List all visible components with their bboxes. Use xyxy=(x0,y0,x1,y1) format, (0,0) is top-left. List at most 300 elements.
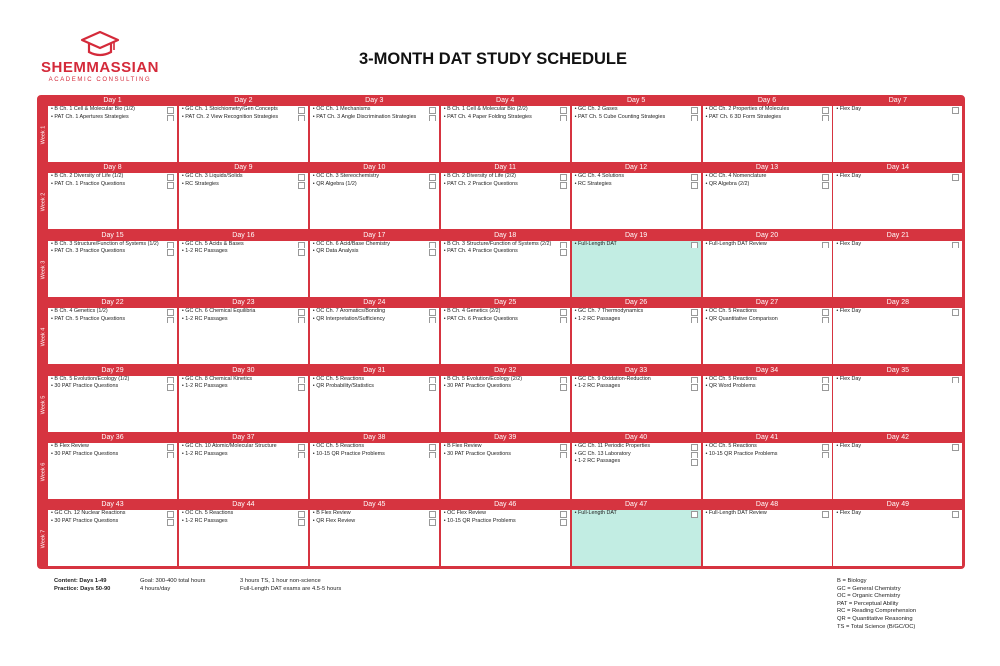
legend-item: PAT = Perceptual Ability xyxy=(837,600,899,607)
task-checkbox[interactable] xyxy=(822,317,829,324)
task-checkbox[interactable] xyxy=(691,459,698,466)
task-item: • 30 PAT Practice Questions xyxy=(48,518,177,526)
footer-ts-hours: 3 hours TS, 1 hour non-science xyxy=(240,578,321,584)
week-label xyxy=(38,308,48,366)
task-text: 1-2 RC Passages xyxy=(185,383,228,390)
week-label-text: Week 5 xyxy=(40,395,47,414)
day-header: Day 5 xyxy=(572,96,701,106)
task-checkbox[interactable] xyxy=(560,115,567,122)
task-item: • Flex Day xyxy=(833,173,962,181)
task-checkbox[interactable] xyxy=(298,309,305,316)
task-text: PAT Ch. 3 Angle Discrimination Strategies xyxy=(316,113,417,120)
task-item: • OC Ch. 3 Stereochemistry xyxy=(310,173,439,181)
footer-content-days: Content: Days 1-49 xyxy=(54,578,107,584)
task-checkbox[interactable] xyxy=(298,107,305,114)
day-header: Day 12 xyxy=(572,163,701,173)
day-header: Day 15 xyxy=(48,231,177,241)
task-item: • GC Ch. 10 Atomic/Molecular Structure xyxy=(179,443,308,451)
task-checkbox[interactable] xyxy=(429,182,436,189)
task-checkbox[interactable] xyxy=(952,377,959,384)
task-checkbox[interactable] xyxy=(298,115,305,122)
day-cell xyxy=(179,163,308,229)
task-text: OC Ch. 3 Stereochemistry xyxy=(316,173,380,180)
day-header: Day 42 xyxy=(833,433,962,443)
task-item: • PAT Ch. 6 Practice Questions xyxy=(441,316,570,324)
day-cell xyxy=(441,366,570,432)
legend-item: OC = Organic Chemistry xyxy=(837,593,901,600)
task-checkbox[interactable] xyxy=(822,452,829,459)
task-checkbox[interactable] xyxy=(298,317,305,324)
task-checkbox[interactable] xyxy=(429,519,436,526)
day-cell xyxy=(572,163,701,229)
task-text: B Ch. 4 Genetics (1/2) xyxy=(54,308,108,315)
task-checkbox[interactable] xyxy=(952,511,959,518)
task-text: B Ch. 1 Cell & Molecular Bio (1/2) xyxy=(54,106,135,112)
task-text: B Ch. 3 Structure/Function of Systems (2/2) xyxy=(447,240,552,247)
task-checkbox[interactable] xyxy=(691,182,698,189)
task-text: OC Ch. 4 Nomenclature xyxy=(708,173,767,180)
task-checkbox[interactable] xyxy=(822,309,829,316)
task-checkbox[interactable] xyxy=(429,242,436,249)
task-checkbox[interactable] xyxy=(952,242,959,249)
footer-hours-per-day: 4 hours/day xyxy=(140,585,171,592)
task-checkbox[interactable] xyxy=(429,377,436,384)
day-cell xyxy=(572,298,701,364)
task-text: GC Ch. 10 Atomic/Molecular Structure xyxy=(185,443,277,449)
day-header: Day 6 xyxy=(703,96,832,106)
task-item: • GC Ch. 1 Stoichiometry/Gen Concepts xyxy=(179,106,308,114)
day-header: Day 4 xyxy=(441,96,570,106)
day-header: Day 14 xyxy=(833,163,962,173)
task-checkbox[interactable] xyxy=(298,384,305,391)
task-item: • 1-2 RC Passages xyxy=(572,383,701,391)
day-header: Day 22 xyxy=(48,298,177,308)
task-checkbox[interactable] xyxy=(822,384,829,391)
task-item: • OC Ch. 6 Acid/Base Chemistry xyxy=(310,241,439,249)
task-text: B Flex Review xyxy=(54,443,89,449)
task-text: PAT Ch. 1 Practice Questions xyxy=(54,180,126,187)
task-text: 1-2 RC Passages xyxy=(185,248,228,255)
week-label xyxy=(38,510,48,568)
task-checkbox[interactable] xyxy=(560,242,567,249)
task-checkbox[interactable] xyxy=(167,377,174,384)
day-cell xyxy=(703,96,832,162)
task-text: PAT Ch. 6 3D Form Strategies xyxy=(708,113,782,120)
day-header: Day 23 xyxy=(179,298,308,308)
task-item: • OC Ch. 5 Reactions xyxy=(179,510,308,518)
calendar xyxy=(37,95,965,569)
task-text: B Ch. 5 Evolution/Ecology (1/2) xyxy=(54,375,130,382)
day-cell xyxy=(48,366,177,432)
task-text: PAT Ch. 2 Practice Questions xyxy=(447,180,518,187)
task-text: QR Data Analysis xyxy=(316,248,359,255)
task-item: • OC Ch. 5 Reactions xyxy=(703,376,832,384)
task-text: QR Probability/Statistics xyxy=(316,383,375,390)
task-item: • Flex Day xyxy=(833,376,962,384)
task-text: Flex Day xyxy=(839,443,862,449)
task-text: OC Ch. 2 Properties of Molecules xyxy=(708,106,790,112)
task-text: 30 PAT Practice Questions xyxy=(54,450,119,457)
task-checkbox[interactable] xyxy=(167,511,174,518)
task-item: • B Ch. 3 Structure/Function of Systems (1/2) xyxy=(48,241,177,249)
task-item: • RC Strategies xyxy=(572,181,701,189)
day-header: Day 29 xyxy=(48,366,177,376)
task-item: • OC Ch. 4 Nomenclature xyxy=(703,173,832,181)
task-item: • QR Quantitative Comparison xyxy=(703,316,832,324)
task-item: • GC Ch. 13 Laboratory xyxy=(572,451,701,459)
task-checkbox[interactable] xyxy=(560,519,567,526)
task-checkbox[interactable] xyxy=(822,377,829,384)
task-text: 30 PAT Practice Questions xyxy=(54,383,119,390)
task-text: 1-2 RC Passages xyxy=(185,315,228,322)
task-text: Flex Day xyxy=(839,510,862,517)
task-text: QR Word Problems xyxy=(708,383,756,390)
task-checkbox[interactable] xyxy=(429,107,436,114)
task-text: OC Ch. 6 Acid/Base Chemistry xyxy=(316,240,390,247)
day-cell xyxy=(572,231,701,297)
task-checkbox[interactable] xyxy=(560,107,567,114)
task-item: • OC Ch. 5 Reactions xyxy=(703,443,832,451)
task-text: GC Ch. 12 Nuclear Reactions xyxy=(54,510,126,517)
day-header: Day 3 xyxy=(310,96,439,106)
task-text: OC Ch. 5 Reactions xyxy=(316,443,365,449)
day-header: Day 36 xyxy=(48,433,177,443)
task-text: B Ch. 4 Genetics (2/2) xyxy=(447,308,501,315)
day-header: Day 10 xyxy=(310,163,439,173)
task-checkbox[interactable] xyxy=(560,384,567,391)
legend xyxy=(837,578,916,631)
week-label xyxy=(38,241,48,299)
task-item: • GC Ch. 9 Oxidation-Reduction xyxy=(572,376,701,384)
day-header: Day 30 xyxy=(179,366,308,376)
task-item: • OC Ch. 7 Aromatics/Bonding xyxy=(310,308,439,316)
task-item: • 1-2 RC Passages xyxy=(179,518,308,526)
task-text: GC Ch. 4 Solutions xyxy=(577,173,625,180)
task-text: QR Interpretation/Sufficiency xyxy=(316,315,386,322)
task-item: • GC Ch. 8 Chemical Kinetics xyxy=(179,376,308,384)
day-header: Day 21 xyxy=(833,231,962,241)
graduation-cap-icon xyxy=(80,30,120,58)
task-item: • QR Data Analysis xyxy=(310,248,439,256)
task-checkbox[interactable] xyxy=(298,452,305,459)
task-checkbox[interactable] xyxy=(298,182,305,189)
week-label xyxy=(38,443,48,501)
legend-item: B = Biology xyxy=(837,578,867,584)
task-checkbox[interactable] xyxy=(167,444,174,451)
legend-item: QR = Quantitative Reasoning xyxy=(837,615,913,622)
task-checkbox[interactable] xyxy=(429,511,436,518)
task-checkbox[interactable] xyxy=(167,317,174,324)
task-checkbox[interactable] xyxy=(691,511,698,518)
day-cell xyxy=(179,298,308,364)
task-item: • GC Ch. 4 Solutions xyxy=(572,173,701,181)
brand-name: SHEMMASSIAN xyxy=(40,59,159,76)
task-checkbox[interactable] xyxy=(429,115,436,122)
day-header: Day 2 xyxy=(179,96,308,106)
day-header: Day 39 xyxy=(441,433,570,443)
task-checkbox[interactable] xyxy=(952,309,959,316)
day-cell xyxy=(833,163,962,229)
task-item: • Flex Day xyxy=(833,241,962,249)
task-item: • 1-2 RC Passages xyxy=(179,316,308,324)
task-checkbox[interactable] xyxy=(560,444,567,451)
task-item: • B Ch. 4 Genetics (2/2) xyxy=(441,308,570,316)
day-header: Day 28 xyxy=(833,298,962,308)
week-label xyxy=(38,106,48,164)
task-item: • PAT Ch. 4 Paper Folding Strategies xyxy=(441,114,570,122)
task-text: GC Ch. 1 Stoichiometry/Gen Concepts xyxy=(185,106,278,112)
task-text: 10-15 QR Practice Problems xyxy=(316,450,385,457)
task-item: • Full-Length DAT Review xyxy=(703,510,832,518)
task-item: • B Ch. 5 Evolution/Ecology (1/2) xyxy=(48,376,177,384)
footer-content-practice xyxy=(54,578,110,593)
task-text: OC Ch. 5 Reactions xyxy=(708,375,757,382)
task-checkbox[interactable] xyxy=(560,377,567,384)
day-cell xyxy=(179,231,308,297)
day-header: Day 19 xyxy=(572,231,701,241)
day-header: Day 33 xyxy=(572,366,701,376)
task-text: OC Ch. 5 Reactions xyxy=(316,375,365,382)
week-label-text: Week 7 xyxy=(40,530,47,549)
day-header: Day 24 xyxy=(310,298,439,308)
task-checkbox[interactable] xyxy=(822,242,829,249)
task-checkbox[interactable] xyxy=(822,182,829,189)
task-checkbox[interactable] xyxy=(691,107,698,114)
task-checkbox[interactable] xyxy=(429,309,436,316)
task-checkbox[interactable] xyxy=(822,174,829,181)
task-text: PAT Ch. 2 View Recognition Strategies xyxy=(185,113,279,120)
task-item: • B Ch. 3 Structure/Function of Systems (2/2) xyxy=(441,241,570,249)
task-checkbox[interactable] xyxy=(560,511,567,518)
task-text: GC Ch. 13 Laboratory xyxy=(577,450,631,457)
task-item: • 1-2 RC Passages xyxy=(572,316,701,324)
day-header: Day 46 xyxy=(441,500,570,510)
task-checkbox[interactable] xyxy=(691,174,698,181)
task-item: • GC Ch. 5 Acids & Bases xyxy=(179,241,308,249)
task-checkbox[interactable] xyxy=(167,452,174,459)
day-cell xyxy=(179,500,308,566)
task-text: QR Flex Review xyxy=(316,517,356,524)
task-checkbox[interactable] xyxy=(167,309,174,316)
task-item: • Flex Day xyxy=(833,510,962,518)
task-text: Flex Day xyxy=(839,375,862,382)
task-checkbox[interactable] xyxy=(560,174,567,181)
day-cell xyxy=(703,231,832,297)
task-checkbox[interactable] xyxy=(691,377,698,384)
day-header: Day 38 xyxy=(310,433,439,443)
task-checkbox[interactable] xyxy=(298,444,305,451)
task-checkbox[interactable] xyxy=(560,249,567,256)
legend-item: TS = Total Science (B/GC/OC) xyxy=(837,623,916,630)
task-checkbox[interactable] xyxy=(822,115,829,122)
task-checkbox[interactable] xyxy=(560,309,567,316)
task-text: OC Ch. 1 Mechanisms xyxy=(316,106,371,112)
task-text: B Flex Review xyxy=(447,443,482,449)
task-item: • B Flex Review xyxy=(48,443,177,451)
day-cell xyxy=(572,366,701,432)
task-text: B Ch. 5 Evolution/Ecology (2/2) xyxy=(447,375,522,382)
task-text: QR Quantitative Comparison xyxy=(708,315,778,322)
week-label-text: Week 2 xyxy=(40,193,47,212)
task-checkbox[interactable] xyxy=(298,519,305,526)
day-cell xyxy=(310,163,439,229)
task-item: • 10-15 QR Practice Problems xyxy=(310,451,439,459)
day-cell xyxy=(310,231,439,297)
day-cell xyxy=(48,500,177,566)
day-cell xyxy=(310,366,439,432)
task-item: • 30 PAT Practice Questions xyxy=(48,383,177,391)
task-item: • B Ch. 2 Diversity of Life (2/2) xyxy=(441,173,570,181)
task-checkbox[interactable] xyxy=(560,182,567,189)
week-label-text: Week 3 xyxy=(40,260,47,280)
week-label-text: Week 4 xyxy=(40,327,47,347)
task-checkbox[interactable] xyxy=(691,444,698,451)
legend-item: GC = General Chemistry xyxy=(837,585,901,592)
task-item: • GC Ch. 6 Chemical Equilibria xyxy=(179,308,308,316)
task-text: GC Ch. 2 Gases xyxy=(577,106,618,112)
task-checkbox[interactable] xyxy=(298,377,305,384)
task-checkbox[interactable] xyxy=(822,511,829,518)
task-item: • QR Flex Review xyxy=(310,518,439,526)
task-checkbox[interactable] xyxy=(691,317,698,324)
task-text: GC Ch. 5 Acids & Bases xyxy=(185,240,244,247)
day-header: Day 13 xyxy=(703,163,832,173)
day-header: Day 45 xyxy=(310,500,439,510)
day-cell xyxy=(48,231,177,297)
task-item: • GC Ch. 3 Liquids/Solids xyxy=(179,173,308,181)
task-text: Full-Length DAT Review xyxy=(708,240,767,247)
day-cell xyxy=(833,231,962,297)
task-item: • 30 PAT Practice Questions xyxy=(441,451,570,459)
task-text: 1-2 RC Passages xyxy=(577,315,621,322)
day-header: Day 44 xyxy=(179,500,308,510)
task-item: • QR Word Problems xyxy=(703,383,832,391)
task-checkbox[interactable] xyxy=(167,384,174,391)
task-item: • GC Ch. 2 Gases xyxy=(572,106,701,114)
task-checkbox[interactable] xyxy=(167,249,174,256)
task-checkbox[interactable] xyxy=(429,174,436,181)
day-cell xyxy=(703,433,832,499)
task-checkbox[interactable] xyxy=(560,452,567,459)
day-cell xyxy=(703,500,832,566)
day-cell xyxy=(48,96,177,162)
task-text: QR Algebra (1/2) xyxy=(316,180,357,187)
day-header: Day 25 xyxy=(441,298,570,308)
task-checkbox[interactable] xyxy=(952,107,959,114)
day-header: Day 16 xyxy=(179,231,308,241)
task-text: PAT Ch. 5 Cube Counting Strategies xyxy=(577,113,666,120)
task-text: OC Ch. 5 Reactions xyxy=(708,308,757,315)
task-item: • PAT Ch. 5 Practice Questions xyxy=(48,316,177,324)
day-header: Day 35 xyxy=(833,366,962,376)
day-cell xyxy=(48,433,177,499)
task-text: B Ch. 1 Cell & Molecular Bio (2/2) xyxy=(447,106,528,112)
task-text: 30 PAT Practice Questions xyxy=(447,383,511,390)
day-header: Day 32 xyxy=(441,366,570,376)
task-text: B Flex Review xyxy=(316,510,351,517)
task-text: 1-2 RC Passages xyxy=(185,450,228,457)
task-checkbox[interactable] xyxy=(429,444,436,451)
task-text: 30 PAT Practice Questions xyxy=(447,450,511,457)
day-cell xyxy=(441,298,570,364)
task-text: B Ch. 3 Structure/Function of Systems (1/2) xyxy=(54,240,159,247)
task-text: PAT Ch. 6 Practice Questions xyxy=(447,315,518,322)
task-item: • QR Probability/Statistics xyxy=(310,383,439,391)
task-item: • RC Strategies xyxy=(179,181,308,189)
task-item: • Flex Day xyxy=(833,308,962,316)
footer-exam-length: Full-Length DAT exams are 4.5-5 hours xyxy=(240,585,342,592)
task-checkbox[interactable] xyxy=(167,107,174,114)
day-header: Day 41 xyxy=(703,433,832,443)
day-cell xyxy=(310,433,439,499)
task-checkbox[interactable] xyxy=(167,174,174,181)
task-checkbox[interactable] xyxy=(298,174,305,181)
task-checkbox[interactable] xyxy=(691,384,698,391)
task-checkbox[interactable] xyxy=(822,107,829,114)
task-checkbox[interactable] xyxy=(298,242,305,249)
footer-goal-hours: Goal: 300-400 total hours xyxy=(140,578,206,584)
task-checkbox[interactable] xyxy=(691,115,698,122)
task-checkbox[interactable] xyxy=(429,384,436,391)
task-checkbox[interactable] xyxy=(560,317,567,324)
task-checkbox[interactable] xyxy=(822,444,829,451)
task-checkbox[interactable] xyxy=(952,444,959,451)
task-item: • PAT Ch. 3 Practice Questions xyxy=(48,248,177,256)
task-checkbox[interactable] xyxy=(429,317,436,324)
task-item: • PAT Ch. 2 Practice Questions xyxy=(441,181,570,189)
task-checkbox[interactable] xyxy=(691,309,698,316)
task-text: 10-15 QR Practice Problems xyxy=(708,450,778,457)
day-cell xyxy=(833,433,962,499)
day-cell xyxy=(441,433,570,499)
task-checkbox[interactable] xyxy=(691,242,698,249)
task-checkbox[interactable] xyxy=(952,174,959,181)
day-cell xyxy=(179,433,308,499)
task-checkbox[interactable] xyxy=(167,519,174,526)
footer-goal xyxy=(140,578,205,593)
task-item: • Full-Length DAT xyxy=(572,510,701,518)
day-cell xyxy=(48,163,177,229)
task-checkbox[interactable] xyxy=(298,511,305,518)
task-item: • PAT Ch. 3 Angle Discrimination Strategies xyxy=(310,114,439,122)
week-label-text: Week 6 xyxy=(40,462,47,482)
day-header: Day 8 xyxy=(48,163,177,173)
task-item: • Full-Length DAT xyxy=(572,241,701,249)
day-cell xyxy=(179,366,308,432)
task-checkbox[interactable] xyxy=(691,452,698,459)
task-item: • OC Ch. 5 Reactions xyxy=(310,376,439,384)
task-checkbox[interactable] xyxy=(167,242,174,249)
day-header: Day 9 xyxy=(179,163,308,173)
task-item: • B Flex Review xyxy=(310,510,439,518)
task-text: PAT Ch. 4 Paper Folding Strategies xyxy=(447,113,532,120)
brand-logo xyxy=(30,30,170,83)
task-checkbox[interactable] xyxy=(429,452,436,459)
task-checkbox[interactable] xyxy=(298,249,305,256)
task-checkbox[interactable] xyxy=(167,182,174,189)
task-checkbox[interactable] xyxy=(429,249,436,256)
task-item: • 30 PAT Practice Questions xyxy=(48,451,177,459)
day-cell xyxy=(833,298,962,364)
task-text: 30 PAT Practice Questions xyxy=(54,517,119,524)
task-text: Flex Day xyxy=(839,173,862,180)
task-text: OC Ch. 5 Reactions xyxy=(708,443,757,449)
task-checkbox[interactable] xyxy=(167,115,174,122)
task-text: Flex Day xyxy=(839,308,862,315)
task-text: GC Ch. 3 Liquids/Solids xyxy=(185,173,243,180)
task-text: B Ch. 2 Diversity of Life (2/2) xyxy=(447,173,516,180)
task-item: • Flex Day xyxy=(833,443,962,451)
